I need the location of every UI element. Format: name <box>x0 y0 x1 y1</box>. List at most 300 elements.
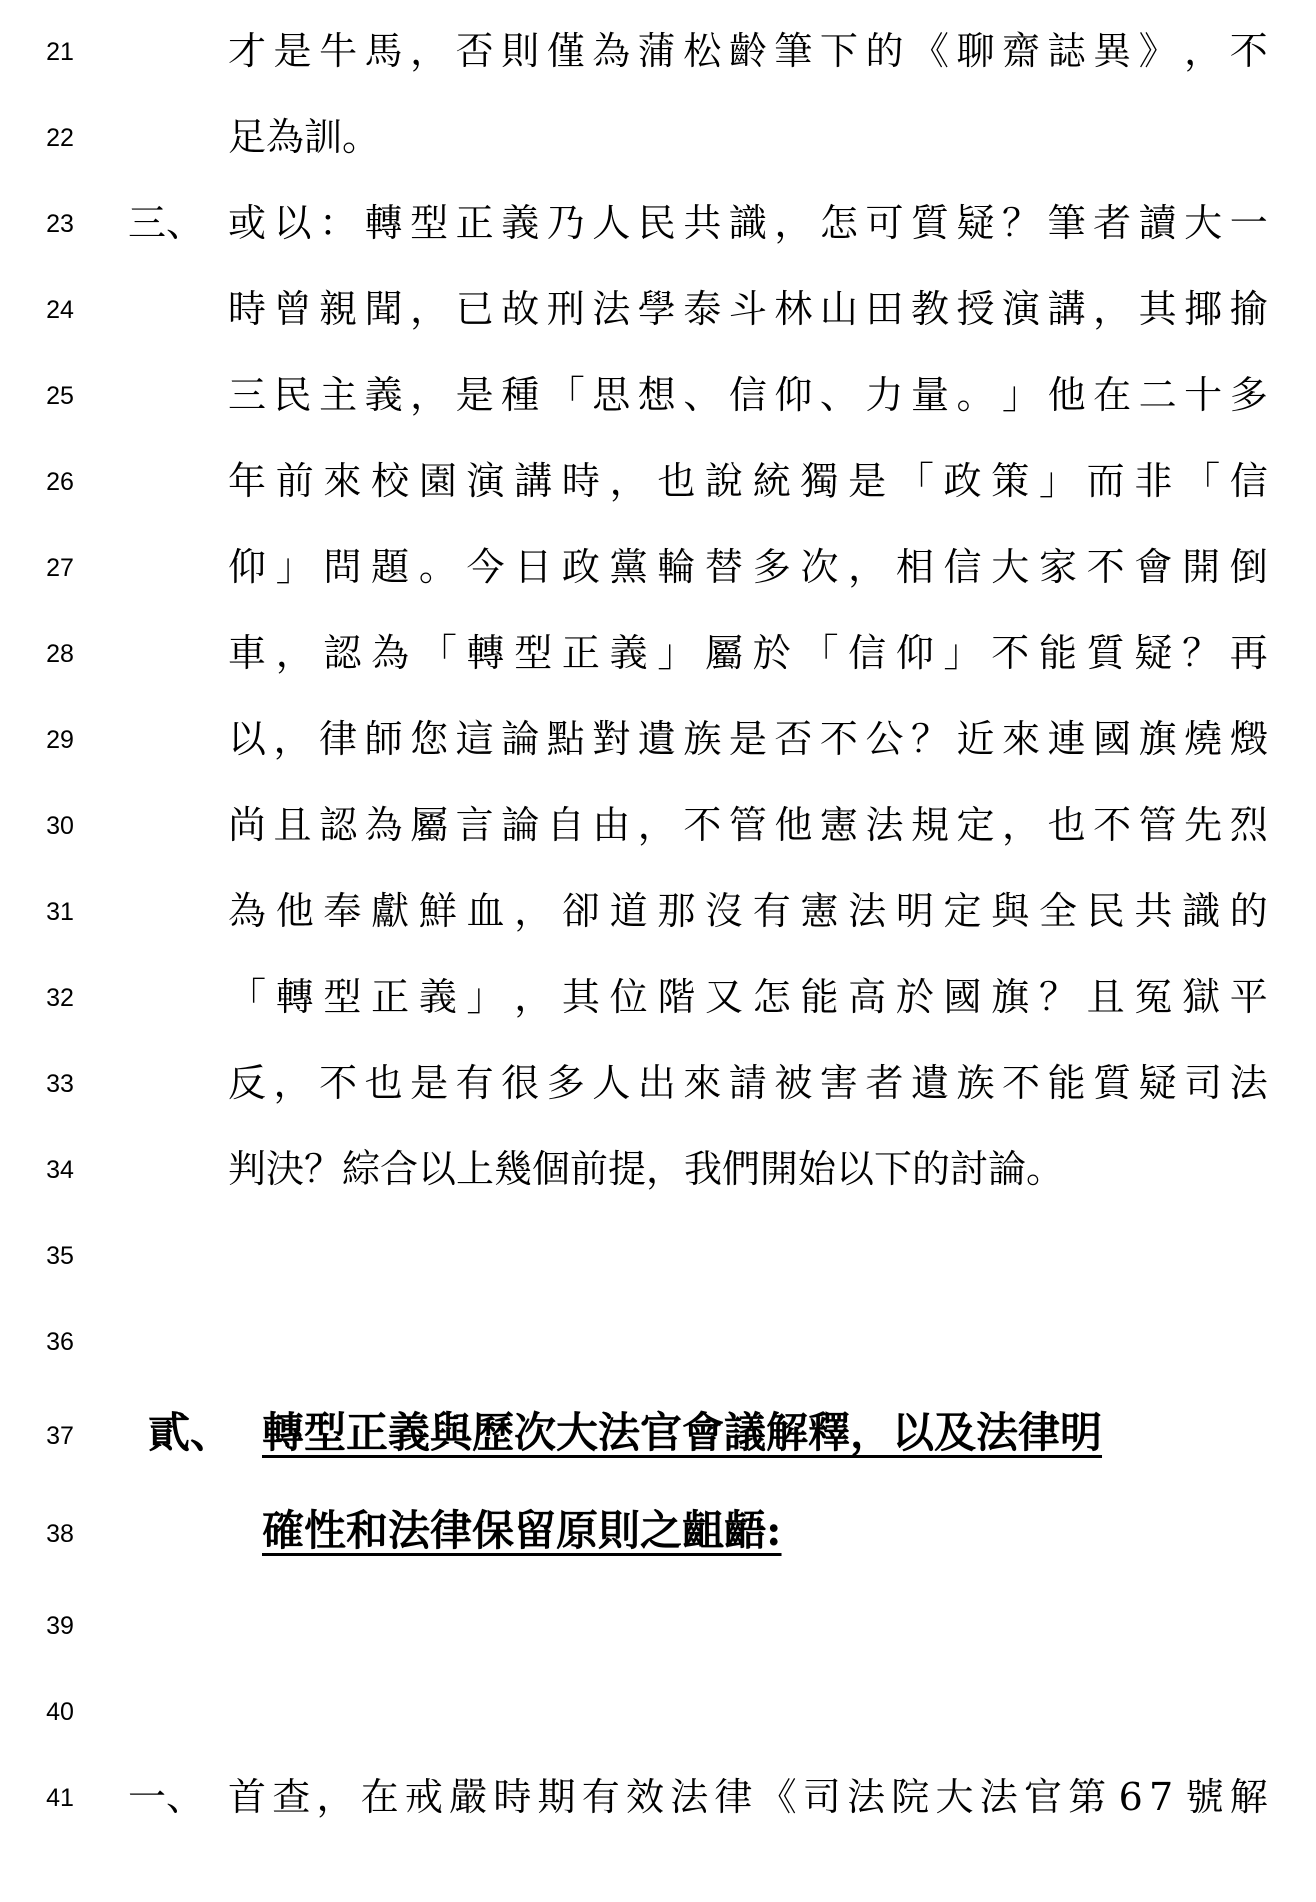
glyph: 題 <box>371 545 410 589</box>
glyph: 蒲 <box>637 29 676 73</box>
glyph: 號 <box>1185 1775 1224 1819</box>
glyph: 第 <box>1068 1775 1107 1819</box>
glyph: 民 <box>1086 889 1125 933</box>
glyph: ？ <box>1182 631 1221 675</box>
glyph: 才 <box>228 29 267 73</box>
list-marker: 一、 <box>128 1775 205 1819</box>
glyph: 不 <box>1002 1061 1041 1105</box>
glyph: 法 <box>592 287 631 331</box>
glyph: 國 <box>1093 717 1132 761</box>
glyph: 言 <box>455 803 494 847</box>
glyph: ， <box>316 1775 355 1819</box>
glyph: 血 <box>466 889 505 933</box>
line-number: 21 <box>46 38 74 66</box>
glyph: 是 <box>410 1061 449 1105</box>
glyph: 請 <box>728 1061 767 1105</box>
glyph: 階 <box>657 975 696 1019</box>
glyph: 問 <box>323 545 362 589</box>
glyph: 齡 <box>728 29 767 73</box>
glyph: 為 <box>364 803 403 847</box>
glyph: 政 <box>561 545 600 589</box>
glyph: 已 <box>455 287 494 331</box>
glyph: 、 <box>683 373 722 417</box>
line-number: 38 <box>46 1520 74 1548</box>
text-line <box>228 287 1268 331</box>
glyph: 是 <box>848 459 887 503</box>
glyph: 開 <box>1182 545 1221 589</box>
text-line <box>228 631 1268 675</box>
glyph: 學 <box>637 287 676 331</box>
glyph: 認 <box>319 803 358 847</box>
glyph: 校 <box>371 459 410 503</box>
glyph: 法 <box>1229 1061 1268 1105</box>
text-line <box>228 1061 1268 1105</box>
glyph: 法 <box>670 1775 709 1819</box>
line-number: 27 <box>46 554 74 582</box>
glyph: 是 <box>728 717 767 761</box>
glyph: 燬 <box>1229 717 1268 761</box>
glyph: 在 <box>1093 373 1132 417</box>
glyph: 信 <box>848 631 887 675</box>
glyph: 於 <box>895 975 934 1019</box>
glyph: 民 <box>637 201 676 245</box>
text-line <box>228 717 1268 761</box>
glyph: 年 <box>228 459 267 503</box>
glyph: 講 <box>514 459 553 503</box>
text-line <box>228 803 1268 847</box>
glyph: 揶 <box>1184 287 1223 331</box>
line-number: 24 <box>46 296 74 324</box>
glyph: 律 <box>319 717 358 761</box>
glyph: 先 <box>1184 803 1223 847</box>
glyph: 被 <box>774 1061 813 1105</box>
glyph: 人 <box>592 201 631 245</box>
section-marker: 貳、 <box>148 1408 233 1457</box>
line-number: 23 <box>46 210 74 238</box>
glyph: 否 <box>455 29 494 73</box>
glyph: 義 <box>501 201 540 245</box>
glyph: 其 <box>1138 287 1177 331</box>
glyph: 一 <box>1229 201 1268 245</box>
text-line <box>228 975 1268 1019</box>
glyph: 《 <box>910 29 949 73</box>
glyph: ？ <box>910 717 949 761</box>
glyph: 期 <box>537 1775 576 1819</box>
glyph: 家 <box>1038 545 1077 589</box>
glyph: 7 <box>1148 1775 1174 1819</box>
glyph: 族 <box>956 1061 995 1105</box>
glyph: 主 <box>319 373 358 417</box>
glyph: 再 <box>1229 631 1268 675</box>
glyph: 信 <box>1229 459 1268 503</box>
glyph: 有 <box>581 1775 620 1819</box>
glyph: 揄 <box>1229 287 1268 331</box>
glyph: 憲 <box>819 803 858 847</box>
glyph: 燒 <box>1184 717 1223 761</box>
glyph: 型 <box>514 631 553 675</box>
glyph: 種 <box>501 373 540 417</box>
glyph: 義 <box>364 373 403 417</box>
glyph: ， <box>1184 29 1223 73</box>
glyph: 以 <box>273 201 312 245</box>
line-number: 34 <box>46 1156 74 1184</box>
line-number: 35 <box>46 1242 74 1270</box>
glyph: ， <box>273 1061 312 1105</box>
glyph: 」 <box>1002 373 1041 417</box>
glyph: 為 <box>592 29 631 73</box>
glyph: 會 <box>1134 545 1173 589</box>
glyph: ， <box>637 803 676 847</box>
glyph: 信 <box>943 545 982 589</box>
glyph: 遺 <box>910 1061 949 1105</box>
glyph: 量 <box>910 373 949 417</box>
glyph: 那 <box>657 889 696 933</box>
line-number: 33 <box>46 1070 74 1098</box>
glyph: 仰 <box>774 373 813 417</box>
glyph: ： <box>319 201 358 245</box>
glyph: 乃 <box>546 201 585 245</box>
glyph: 全 <box>1038 889 1077 933</box>
glyph: ， <box>1002 803 1041 847</box>
glyph: 。 <box>956 373 995 417</box>
glyph: 司 <box>802 1775 841 1819</box>
glyph: 公 <box>865 717 904 761</box>
glyph: 否 <box>774 717 813 761</box>
glyph: 於 <box>752 631 791 675</box>
glyph: ， <box>514 889 553 933</box>
glyph: 而 <box>1086 459 1125 503</box>
text-line <box>228 373 1268 417</box>
glyph: 教 <box>910 287 949 331</box>
glyph: 日 <box>514 545 553 589</box>
glyph: 時 <box>228 287 267 331</box>
glyph: 刑 <box>546 287 585 331</box>
glyph: 定 <box>956 803 995 847</box>
glyph: 型 <box>410 201 449 245</box>
glyph: 點 <box>546 717 585 761</box>
text-line: 判決？綜合以上幾個前提，我們開始以下的討論。 <box>228 1147 1065 1191</box>
glyph: 」 <box>657 631 696 675</box>
glyph: 。 <box>418 545 457 589</box>
glyph: 法 <box>865 803 904 847</box>
glyph: 思 <box>592 373 631 417</box>
glyph: 「 <box>228 975 267 1019</box>
glyph: 效 <box>625 1775 664 1819</box>
glyph: 冤 <box>1134 975 1173 1019</box>
glyph: 司 <box>1184 1061 1223 1105</box>
glyph: 法 <box>847 1775 886 1819</box>
glyph: 車 <box>228 631 267 675</box>
section-heading: 轉型正義與歷次大法官會議解釋，以及法律明 <box>262 1408 1103 1457</box>
glyph: 松 <box>683 29 722 73</box>
glyph: 次 <box>800 545 839 589</box>
glyph: 法 <box>979 1775 1018 1819</box>
glyph: 論 <box>501 717 540 761</box>
glyph: 大 <box>1184 201 1223 245</box>
line-number: 31 <box>46 898 74 926</box>
glyph: 想 <box>637 373 676 417</box>
glyph: 園 <box>418 459 457 503</box>
glyph: 筆 <box>774 29 813 73</box>
glyph: 論 <box>501 803 540 847</box>
glyph: 您 <box>410 717 449 761</box>
glyph: 仰 <box>895 631 934 675</box>
glyph: 疑 <box>1138 1061 1177 1105</box>
glyph: 異 <box>1093 29 1132 73</box>
glyph: 不 <box>1229 29 1268 73</box>
glyph: 曾 <box>273 287 312 331</box>
text-line <box>228 1775 1268 1819</box>
glyph: 《 <box>758 1775 797 1819</box>
glyph: 讀 <box>1138 201 1177 245</box>
glyph: 者 <box>865 1061 904 1105</box>
glyph: 正 <box>455 201 494 245</box>
glyph: 義 <box>418 975 457 1019</box>
glyph: 聊 <box>956 29 995 73</box>
glyph: 的 <box>865 29 904 73</box>
glyph: 「 <box>895 459 934 503</box>
glyph: 「 <box>418 631 457 675</box>
glyph: 沒 <box>705 889 744 933</box>
glyph: 不 <box>319 1061 358 1105</box>
glyph: 不 <box>1093 803 1132 847</box>
glyph: 仰 <box>228 545 267 589</box>
glyph: 法 <box>848 889 887 933</box>
glyph: 他 <box>1047 373 1086 417</box>
glyph: 質 <box>1086 631 1125 675</box>
glyph: 獻 <box>371 889 410 933</box>
glyph: 筆 <box>1047 201 1086 245</box>
glyph: 來 <box>683 1061 722 1105</box>
glyph: 師 <box>364 717 403 761</box>
glyph: 能 <box>800 975 839 1019</box>
glyph: 官 <box>1023 1775 1062 1819</box>
line-number: 30 <box>46 812 74 840</box>
glyph: ， <box>774 201 813 245</box>
glyph: 多 <box>1229 373 1268 417</box>
glyph: 不 <box>1086 545 1125 589</box>
glyph: 政 <box>943 459 982 503</box>
glyph: 說 <box>705 459 744 503</box>
line-number: 25 <box>46 382 74 410</box>
glyph: 僅 <box>546 29 585 73</box>
glyph: 田 <box>865 287 904 331</box>
glyph: 」 <box>466 975 505 1019</box>
glyph: 》 <box>1138 29 1177 73</box>
glyph: 親 <box>319 287 358 331</box>
glyph: 怎 <box>819 201 858 245</box>
glyph: ， <box>1093 287 1132 331</box>
glyph: 旗 <box>991 975 1030 1019</box>
glyph: 能 <box>1047 1061 1086 1105</box>
glyph: 齋 <box>1002 29 1041 73</box>
glyph: 連 <box>1047 717 1086 761</box>
glyph: 這 <box>455 717 494 761</box>
glyph: 首 <box>228 1775 267 1819</box>
glyph: 講 <box>1047 287 1086 331</box>
glyph: 多 <box>546 1061 585 1105</box>
glyph: 今 <box>466 545 505 589</box>
glyph: 馬 <box>364 29 403 73</box>
glyph: 演 <box>466 459 505 503</box>
line-number: 28 <box>46 640 74 668</box>
glyph: 信 <box>728 373 767 417</box>
glyph: 烈 <box>1229 803 1268 847</box>
glyph: 戒 <box>404 1775 443 1819</box>
glyph: 族 <box>683 717 722 761</box>
text-line <box>228 201 1268 245</box>
section-heading: 確性和法律保留原則之齟齬: <box>262 1506 782 1555</box>
glyph: 在 <box>360 1775 399 1819</box>
glyph: 來 <box>1002 717 1041 761</box>
glyph: 「 <box>800 631 839 675</box>
glyph: 嚴 <box>449 1775 488 1819</box>
text-line <box>228 545 1268 589</box>
glyph: 管 <box>1138 803 1177 847</box>
glyph: 可 <box>865 201 904 245</box>
glyph: 院 <box>891 1775 930 1819</box>
glyph: 近 <box>956 717 995 761</box>
glyph: 轉 <box>466 631 505 675</box>
glyph: 規 <box>910 803 949 847</box>
line-number: 32 <box>46 984 74 1012</box>
glyph: 害 <box>819 1061 858 1105</box>
text-line <box>228 889 1268 933</box>
glyph: 國 <box>943 975 982 1019</box>
glyph: 故 <box>501 287 540 331</box>
glyph: 很 <box>501 1061 540 1105</box>
glyph: 奉 <box>323 889 362 933</box>
glyph: 人 <box>592 1061 631 1105</box>
glyph: 有 <box>455 1061 494 1105</box>
glyph: 能 <box>1038 631 1077 675</box>
list-marker: 三、 <box>128 201 205 245</box>
glyph: 他 <box>774 803 813 847</box>
glyph: ， <box>514 975 553 1019</box>
glyph: 轉 <box>275 975 314 1019</box>
glyph: 管 <box>728 803 767 847</box>
glyph: 來 <box>323 459 362 503</box>
glyph: 查 <box>272 1775 311 1819</box>
glyph: 他 <box>275 889 314 933</box>
glyph: 以 <box>228 717 267 761</box>
glyph: 授 <box>956 287 995 331</box>
text-line: 足為訓。 <box>228 115 381 159</box>
glyph: 獨 <box>800 459 839 503</box>
glyph: 疑 <box>956 201 995 245</box>
line-number: 36 <box>46 1328 74 1356</box>
glyph: 三 <box>228 373 267 417</box>
glyph: 民 <box>273 373 312 417</box>
glyph: 時 <box>493 1775 532 1819</box>
glyph: 替 <box>705 545 744 589</box>
glyph: 力 <box>865 373 904 417</box>
glyph: 牛 <box>319 29 358 73</box>
glyph: 也 <box>657 459 696 503</box>
glyph: 識 <box>1182 889 1221 933</box>
glyph: 明 <box>895 889 934 933</box>
glyph: 道 <box>609 889 648 933</box>
glyph: ， <box>275 631 314 675</box>
glyph: ， <box>410 373 449 417</box>
glyph: 時 <box>561 459 600 503</box>
glyph: 為 <box>228 889 267 933</box>
glyph: 則 <box>501 29 540 73</box>
glyph: 「 <box>1182 459 1221 503</box>
glyph: 」 <box>275 545 314 589</box>
glyph: 又 <box>705 975 744 1019</box>
glyph: 高 <box>848 975 887 1019</box>
glyph: 多 <box>752 545 791 589</box>
glyph: 且 <box>1086 975 1125 1019</box>
glyph: 是 <box>273 29 312 73</box>
glyph: 定 <box>943 889 982 933</box>
glyph: 有 <box>752 889 791 933</box>
glyph: ， <box>410 287 449 331</box>
glyph: 6 <box>1118 1775 1143 1819</box>
glyph: 正 <box>561 631 600 675</box>
glyph: 不 <box>991 631 1030 675</box>
glyph: 」 <box>1038 459 1077 503</box>
glyph: 聞 <box>364 287 403 331</box>
glyph: 識 <box>728 201 767 245</box>
glyph: 誌 <box>1047 29 1086 73</box>
glyph: 黨 <box>609 545 648 589</box>
glyph: 共 <box>1134 889 1173 933</box>
glyph: 相 <box>895 545 934 589</box>
glyph: 不 <box>819 717 858 761</box>
glyph: 輪 <box>657 545 696 589</box>
glyph: 與 <box>991 889 1030 933</box>
glyph: ？ <box>1002 201 1041 245</box>
glyph: 為 <box>371 631 410 675</box>
glyph: 律 <box>714 1775 753 1819</box>
glyph: ？ <box>1038 975 1077 1019</box>
glyph: 也 <box>364 1061 403 1105</box>
glyph: 獄 <box>1182 975 1221 1019</box>
glyph: 者 <box>1093 201 1132 245</box>
glyph: 質 <box>1093 1061 1132 1105</box>
glyph: 鮮 <box>418 889 457 933</box>
glyph: ， <box>410 29 449 73</box>
glyph: 前 <box>275 459 314 503</box>
glyph: 質 <box>910 201 949 245</box>
line-number: 37 <box>46 1422 74 1450</box>
line-number: 26 <box>46 468 74 496</box>
glyph: 解 <box>1229 1775 1268 1819</box>
glyph: 疑 <box>1134 631 1173 675</box>
glyph: 演 <box>1002 287 1041 331</box>
glyph: 是 <box>455 373 494 417</box>
glyph: 由 <box>592 803 631 847</box>
glyph: 林 <box>774 287 813 331</box>
glyph: 其 <box>561 975 600 1019</box>
glyph: 自 <box>546 803 585 847</box>
glyph: ， <box>609 459 648 503</box>
glyph: 出 <box>637 1061 676 1105</box>
text-line <box>228 29 1268 73</box>
glyph: 共 <box>683 201 722 245</box>
glyph: 尚 <box>228 803 267 847</box>
glyph: 卻 <box>561 889 600 933</box>
glyph: 認 <box>323 631 362 675</box>
glyph: 且 <box>273 803 312 847</box>
glyph: 統 <box>752 459 791 503</box>
glyph: 憲 <box>800 889 839 933</box>
glyph: 大 <box>991 545 1030 589</box>
glyph: 斗 <box>728 287 767 331</box>
glyph: 不 <box>683 803 722 847</box>
